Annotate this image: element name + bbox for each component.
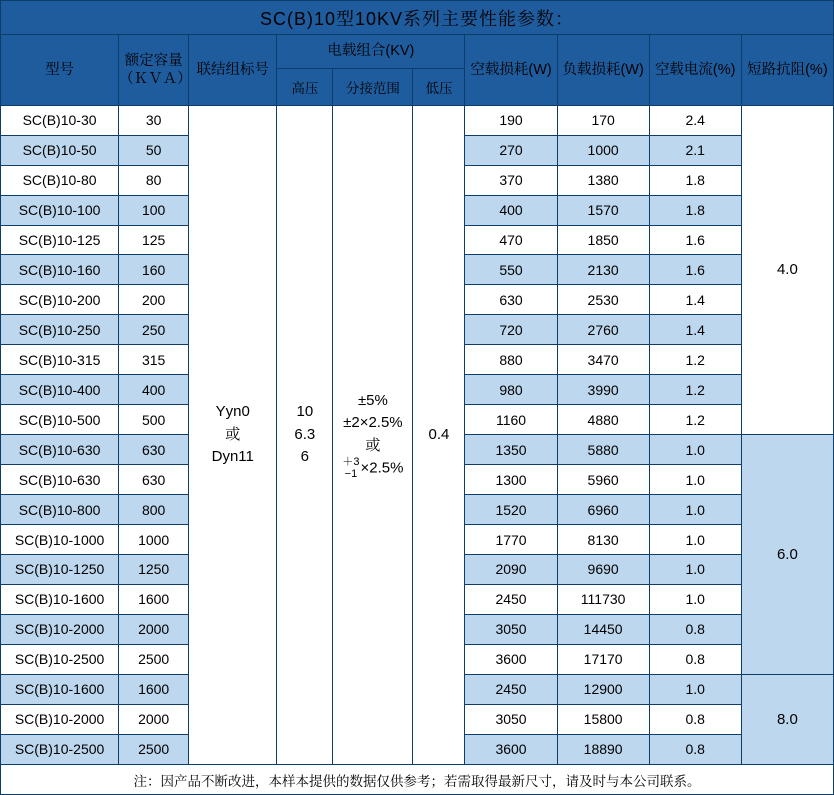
cell-capacity: 2500: [119, 734, 189, 764]
cell-model: SC(B)10-500: [1, 405, 119, 435]
cell-no-load-current: 1.0: [649, 435, 741, 465]
cell-no-load-current: 0.8: [649, 644, 741, 674]
cell-capacity: 400: [119, 375, 189, 405]
cell-no-load-current: 0.8: [649, 614, 741, 644]
cell-model: SC(B)10-2000: [1, 614, 119, 644]
cell-no-load-loss: 3600: [465, 734, 557, 764]
cell-no-load-loss: 1350: [465, 435, 557, 465]
cell-hv: [277, 105, 333, 764]
cell-no-load-loss: 720: [465, 315, 557, 345]
cell-load-loss: 15800: [557, 704, 649, 734]
header-row-1: [1, 35, 834, 69]
cell-no-load-loss: 370: [465, 165, 557, 195]
cell-tap-range: [333, 105, 413, 764]
cell-model: SC(B)10-250: [1, 315, 119, 345]
header-capacity-line2: （ＫＶＡ）: [119, 70, 192, 87]
cell-no-load-loss: 980: [465, 375, 557, 405]
tap-line4-suffix: ×2.5%: [360, 459, 404, 477]
cell-model: SC(B)10-1600: [1, 584, 119, 614]
cell-no-load-loss: 1770: [465, 525, 557, 555]
cell-load-loss: 1000: [557, 135, 649, 165]
cell-capacity: 800: [119, 495, 189, 525]
cell-model: SC(B)10-630: [1, 465, 119, 495]
cell-capacity: 1600: [119, 584, 189, 614]
cell-no-load-loss: 270: [465, 135, 557, 165]
cell-no-load-loss: 3050: [465, 614, 557, 644]
cell-no-load-loss: 2090: [465, 555, 557, 585]
cell-capacity: 1250: [119, 555, 189, 585]
cell-load-loss: 111730: [557, 584, 649, 614]
cell-capacity: 315: [119, 345, 189, 375]
cell-no-load-current: 1.8: [649, 195, 741, 225]
cell-load-loss: 17170: [557, 644, 649, 674]
header-load-loss: 负载损耗(W): [557, 35, 649, 106]
cell-load-loss: 2130: [557, 255, 649, 285]
hv-line1: 10: [296, 403, 314, 421]
header-model: 型号: [1, 35, 119, 106]
header-no-load-current: 空载电流(%): [649, 35, 741, 106]
cell-no-load-current: 1.4: [649, 285, 741, 315]
cell-load-loss: 9690: [557, 555, 649, 585]
cell-no-load-current: 1.0: [649, 495, 741, 525]
cell-capacity: 125: [119, 225, 189, 255]
cell-no-load-loss: 3600: [465, 644, 557, 674]
tap-line2: ±2×2.5%: [343, 414, 403, 432]
cell-model: SC(B)10-50: [1, 135, 119, 165]
title-row: [1, 1, 834, 35]
cell-capacity: 500: [119, 405, 189, 435]
cell-capacity: 250: [119, 315, 189, 345]
cell-capacity: 50: [119, 135, 189, 165]
cell-no-load-loss: 190: [465, 105, 557, 135]
header-hv: 高压: [277, 68, 333, 105]
cell-load-loss: 1570: [557, 195, 649, 225]
note-row: [1, 765, 834, 795]
cell-impedance: 6.0: [741, 435, 833, 675]
cell-no-load-loss: 630: [465, 285, 557, 315]
cell-no-load-current: 1.8: [649, 165, 741, 195]
cell-load-loss: 8130: [557, 525, 649, 555]
cell-no-load-current: 1.0: [649, 584, 741, 614]
cell-no-load-current: 1.0: [649, 525, 741, 555]
cell-capacity: 160: [119, 255, 189, 285]
cell-load-loss: 14450: [557, 614, 649, 644]
cell-model: SC(B)10-1000: [1, 525, 119, 555]
cell-lv: 0.4: [413, 105, 465, 764]
cell-load-loss: 2760: [557, 315, 649, 345]
cell-capacity: 630: [119, 435, 189, 465]
header-capacity: [119, 35, 192, 106]
cell-impedance: 8.0: [741, 674, 833, 764]
cell-capacity: 2000: [119, 704, 189, 734]
cell-no-load-current: 1.0: [649, 465, 741, 495]
cell-model: SC(B)10-800: [1, 495, 119, 525]
cell-capacity: 1600: [119, 674, 189, 704]
cell-capacity: 200: [119, 285, 189, 315]
cell-capacity: 1000: [119, 525, 189, 555]
cell-connection: [189, 105, 277, 764]
cell-load-loss: 1850: [557, 225, 649, 255]
tap-frac-top: ＋3: [342, 456, 360, 469]
hv-line3: 6: [300, 448, 309, 466]
cell-load-loss: 12900: [557, 674, 649, 704]
cell-load-loss: 2530: [557, 285, 649, 315]
cell-load-loss: 3990: [557, 375, 649, 405]
cell-load-loss: 5960: [557, 465, 649, 495]
cell-no-load-current: 1.2: [649, 345, 741, 375]
cell-no-load-loss: 2450: [465, 584, 557, 614]
hv-line2: 6.3: [294, 425, 316, 443]
cell-model: SC(B)10-400: [1, 375, 119, 405]
cell-no-load-current: 1.6: [649, 255, 741, 285]
cell-model: SC(B)10-2500: [1, 734, 119, 764]
header-no-load-loss: 空载损耗(W): [465, 35, 557, 106]
cell-no-load-current: 1.0: [649, 555, 741, 585]
connection-line1: Yyn0: [215, 403, 250, 421]
cell-load-loss: 6960: [557, 495, 649, 525]
cell-model: SC(B)10-1600: [1, 674, 119, 704]
cell-load-loss: 18890: [557, 734, 649, 764]
cell-capacity: 2500: [119, 644, 189, 674]
page-title: SC(B)10型10KV系列主要性能参数：: [1, 1, 834, 35]
cell-no-load-current: 2.1: [649, 135, 741, 165]
cell-no-load-current: 1.2: [649, 405, 741, 435]
header-impedance: 短路抗阻(%): [741, 35, 833, 106]
tap-frac-bot: −1: [344, 467, 358, 480]
cell-no-load-current: 0.8: [649, 734, 741, 764]
cell-no-load-loss: 1160: [465, 405, 557, 435]
cell-model: SC(B)10-2500: [1, 644, 119, 674]
header-tap-range: 分接范围: [333, 68, 413, 105]
cell-model: SC(B)10-100: [1, 195, 119, 225]
cell-load-loss: 3470: [557, 345, 649, 375]
cell-no-load-current: 1.2: [649, 375, 741, 405]
cell-impedance: 4.0: [741, 105, 833, 434]
cell-capacity: 2000: [119, 614, 189, 644]
table-row: [1, 105, 834, 135]
connection-line3: Dyn11: [211, 448, 254, 466]
cell-no-load-loss: 550: [465, 255, 557, 285]
cell-model: SC(B)10-160: [1, 255, 119, 285]
cell-no-load-loss: 3050: [465, 704, 557, 734]
tap-line1: ±5%: [357, 391, 388, 409]
cell-capacity: 80: [119, 165, 189, 195]
cell-load-loss: 5880: [557, 435, 649, 465]
cell-capacity: 100: [119, 195, 189, 225]
cell-no-load-loss: 2450: [465, 674, 557, 704]
footer-note: 注：因产品不断改进，本样本提供的数据仅供参考；若需取得最新尺寸，请及时与本公司联系。: [1, 765, 834, 795]
header-voltage-group: 电载组合(KV): [277, 35, 465, 69]
cell-no-load-current: 2.4: [649, 105, 741, 135]
connection-line2: 或: [225, 425, 241, 443]
cell-no-load-current: 0.8: [649, 704, 741, 734]
cell-no-load-current: 1.6: [649, 225, 741, 255]
header-connection: 联结组标号: [189, 35, 277, 106]
cell-no-load-current: 1.4: [649, 315, 741, 345]
header-lv: 低压: [413, 68, 465, 105]
cell-load-loss: 170: [557, 105, 649, 135]
cell-model: SC(B)10-30: [1, 105, 119, 135]
cell-model: SC(B)10-2000: [1, 704, 119, 734]
cell-no-load-current: 1.0: [649, 674, 741, 704]
header-capacity-line1: 额定容量: [124, 52, 183, 69]
cell-model: SC(B)10-200: [1, 285, 119, 315]
cell-load-loss: 4880: [557, 405, 649, 435]
cell-no-load-loss: 400: [465, 195, 557, 225]
cell-capacity: 30: [119, 105, 189, 135]
cell-load-loss: 1380: [557, 165, 649, 195]
cell-no-load-loss: 1520: [465, 495, 557, 525]
cell-no-load-loss: 1300: [465, 465, 557, 495]
cell-model: SC(B)10-1250: [1, 555, 119, 585]
cell-capacity: 630: [119, 465, 189, 495]
cell-model: SC(B)10-315: [1, 345, 119, 375]
cell-no-load-loss: 880: [465, 345, 557, 375]
cell-model: SC(B)10-80: [1, 165, 119, 195]
tap-fraction: [342, 457, 359, 480]
cell-model: SC(B)10-630: [1, 435, 119, 465]
cell-no-load-loss: 470: [465, 225, 557, 255]
cell-model: SC(B)10-125: [1, 225, 119, 255]
tap-line3: 或: [365, 436, 381, 454]
